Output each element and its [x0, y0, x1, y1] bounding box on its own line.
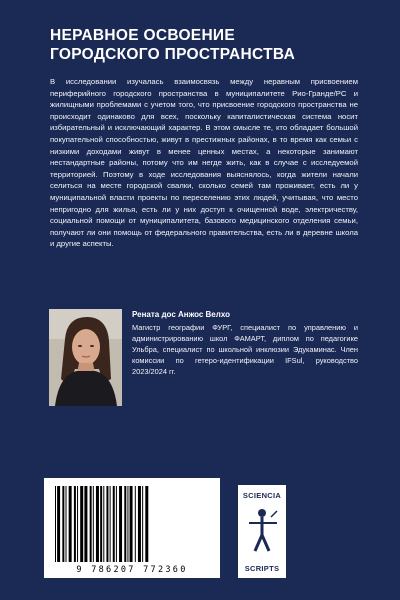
publisher-name-top: SCIENCIA — [242, 491, 282, 500]
title-line-1: НЕРАВНОЕ ОСВОЕНИЕ — [50, 27, 236, 44]
barcode-bar — [62, 486, 64, 562]
barcode-bar — [145, 486, 148, 562]
barcode-bar — [84, 486, 87, 562]
abstract-text: В исследовании изучалась взаимосвязь между неравным присвоением периферийного городского пространства в муниципалитете Рио-Гранде/РС и жилищными проблемами с учетом того, что присвоение городского пространства не происходит одинаково для всех, поскольку капиталистическая система носит избирательный и исключающий характер. В этом смысле те, кто обладает большой покупательной способностью, живут в престижных районах, в то время как семьи с низкими доходами живут в менее ценных местах, а некоторые занимают нестандартные районы, потому что им негде жить, как в случае с исследуемой территорией. Поэтому в ходе исследования выяснялось, когда жители начали селиться на месте городской свалки, сколько семей там проживает, есть ли у муниципальной власти проекты по переселению этих людей, учитывая, что место непригодно для жилья, есть ли у них доступ к очищенной воде, электричеству, социальной помощи от муниципалитета, базового медицинского отделения семьи, получают ли они помощь от федерального правительства, есть ли в деревне школа и другие аспекты. — [50, 77, 358, 249]
book-abstract — [50, 76, 358, 250]
barcode-bar — [103, 486, 104, 562]
barcode-bar — [110, 486, 111, 562]
author-portrait-image — [49, 309, 122, 406]
barcode-bar — [66, 486, 67, 562]
barcode-digits: 9 786207 772360 — [76, 565, 188, 575]
author-photo — [49, 309, 122, 406]
scientist-figure-icon — [247, 503, 279, 559]
barcode-bar — [77, 486, 78, 562]
isbn-barcode — [44, 478, 220, 578]
barcode-bar — [96, 486, 99, 562]
author-bio: Магистр географии ФУРГ, специалист по управлению и администрированию школ ФАМАРТ, диплом по педагогике Ульбра, специалист по школьной инклюзии Эдукаминас. Член комиссии по гетеро-идентификации IFSul, руководство 2023/2024 гг. — [132, 323, 358, 377]
barcode-bar — [74, 486, 76, 562]
barcode-bar — [119, 486, 122, 562]
barcode-bar — [106, 486, 108, 562]
author-name: Рената дос Анжос Велхо — [132, 310, 230, 319]
title-line-2: ГОРОДСКОГО ПРОСТРАНСТВА — [50, 46, 296, 63]
barcode-bar — [127, 486, 128, 562]
barcode-bar — [113, 486, 115, 562]
barcode-bar — [142, 486, 143, 562]
barcode-bar — [55, 486, 56, 562]
barcode-bar — [80, 486, 83, 562]
barcode-bar — [100, 486, 102, 562]
barcode-bar — [93, 486, 94, 562]
book-title — [50, 26, 370, 64]
barcode-bar — [124, 486, 126, 562]
barcode-bar — [57, 486, 60, 562]
publisher-name-bottom: SCRIPTS — [244, 564, 280, 573]
barcode-bar — [138, 486, 141, 562]
publisher-logo — [237, 484, 287, 579]
barcode-bar — [135, 486, 136, 562]
barcode-bar — [90, 486, 92, 562]
barcode-bar — [130, 486, 133, 562]
barcode-bar — [116, 486, 117, 562]
barcode-bars — [53, 486, 211, 562]
barcode-bar — [69, 486, 72, 562]
